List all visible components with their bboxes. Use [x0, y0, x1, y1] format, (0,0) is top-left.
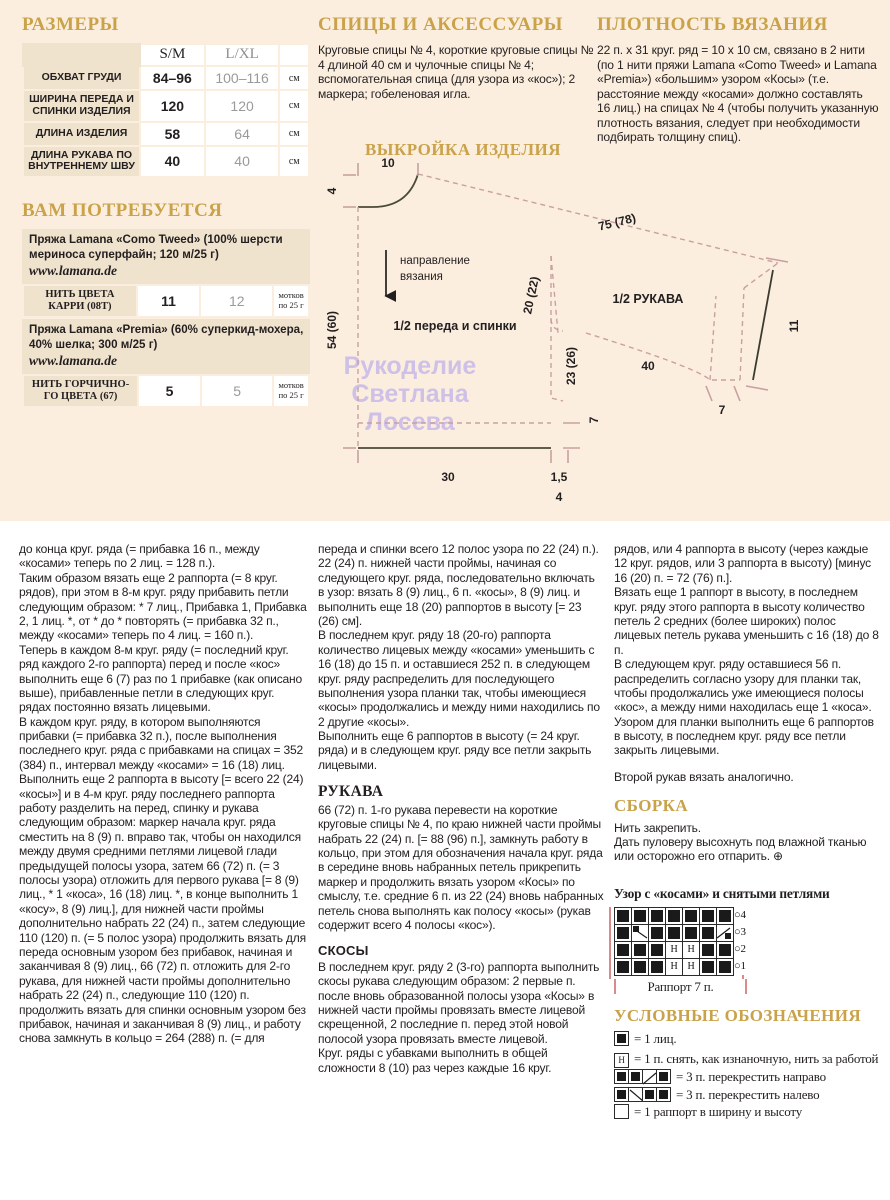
- label-sleeve-top: 75 (78): [596, 210, 638, 234]
- paragraph: Второй рукав вязать аналогично.: [614, 769, 794, 784]
- stitch-chart-block: [614, 886, 882, 995]
- chart-cell-knit: [649, 941, 666, 958]
- label-neck-width: 10: [381, 158, 395, 170]
- table-row: [23, 146, 309, 178]
- slip-stitch-icon: Н: [614, 1051, 629, 1068]
- chart-cell-slip: Н: [683, 941, 700, 958]
- stitch-chart: [614, 907, 747, 976]
- label-armhole: 23 (26): [564, 346, 578, 386]
- sizes-table: [22, 43, 310, 178]
- chart-cell-knit: [649, 924, 666, 941]
- paragraph: 66 (72) п. 1-го рукава перевести на короткие круговые спицы № 4, по краю нижней части проймы набрать 22 (24) п. [= 88 (96) п.], замкнуть работу в кольцо, при этом для обозначения начала круг. ряда в середине вновь набранных петель прикрепить маркер и продолжить вязать узором «Косы» по смыслу, т.е. средние 6 п. из 22 (24) вновь набранных петель снова выполнять как полосу «косы» (рукав содержит всего 4 полосы «кос»).: [318, 802, 604, 932]
- chart-cell-slip: Н: [683, 958, 700, 975]
- chart-cell-knit: [615, 924, 632, 941]
- chart-cell-knit: [683, 907, 700, 924]
- knit-icon: [614, 1031, 629, 1051]
- column-header-lxl: L/XL: [205, 44, 280, 66]
- unit-label: мотков по 25 г: [273, 285, 309, 317]
- top-info-panel: [0, 0, 890, 521]
- repeat-tick-right: [745, 979, 747, 994]
- row-label: ОБХВАТ ГРУДИ: [23, 66, 140, 90]
- assembly-heading: СБОРКА: [614, 796, 689, 816]
- label-direction-1: направление: [400, 255, 470, 267]
- paragraph: Узором для планки выполнить еще 6 раппортов в высоту, в последнем круг. ряду все петли закрыть лицевыми.: [614, 714, 874, 758]
- repeat-label-bar: [614, 979, 747, 995]
- label-body: 1/2 переда и спинки: [393, 319, 517, 333]
- watermark-line-1: Рукоделие: [343, 352, 477, 380]
- label-sleeve-inner: 40: [641, 359, 655, 373]
- yarn-text-1: Пряжа Lamana «Como Tweed» (100% шерсти мериноса суперфайн; 120 м/25 г): [29, 233, 283, 261]
- yarn-color-label: НИТЬ ЦВЕТА КАРРИ (08Т): [23, 285, 137, 317]
- chart-row: [615, 907, 747, 924]
- label-hem-small: 1,5: [550, 470, 568, 484]
- label-hem-small-2: 4: [555, 490, 563, 504]
- table-header-row: [23, 44, 309, 66]
- column-header-sm: S/M: [140, 44, 205, 66]
- value-lxl: 120: [205, 90, 280, 122]
- chart-title: Узор с «косами» и снятыми петлями: [614, 885, 830, 901]
- paragraph: до конца круг. ряда (= прибавка 16 п., между «косами» теперь по 2 лиц. = 128 п.).: [19, 542, 260, 571]
- watermark-line-2: Светлана: [351, 380, 469, 408]
- legend-text: = 1 раппорт в ширину и высоту: [634, 1104, 803, 1120]
- chart-cell-knit: [632, 941, 649, 958]
- chart-cell-knit: [700, 907, 717, 924]
- legend-text: = 1 лиц.: [634, 1030, 677, 1046]
- legend-list: [614, 1031, 882, 1125]
- chart-cell-knit: [615, 907, 632, 924]
- repeat-label: Раппорт 7 п.: [647, 978, 714, 994]
- gauge-heading: ПЛОТНОСТЬ ВЯЗАНИЯ: [597, 14, 828, 35]
- yarn-table-2: [22, 374, 310, 408]
- chart-cell-knit: [632, 907, 649, 924]
- label-neck-depth: 4: [325, 187, 339, 195]
- chart-row: [615, 958, 747, 975]
- value-sm: 58: [140, 122, 205, 146]
- instructions-column-1: [19, 542, 307, 1046]
- paragraph: рядов, или 4 раппорта в высоту (через каждые 12 круг. рядов, или 3 раппорта в высоту) [минус 16 (20) п. = 72 (76) п.].: [614, 542, 871, 585]
- chart-row-label: ○2: [734, 941, 747, 958]
- needles-column: [318, 14, 594, 101]
- header-blank: [23, 44, 140, 66]
- label-hem-side: 7: [587, 416, 601, 424]
- yarn-color-label: НИТЬ ГОРЧИЧНО-ГО ЦВЕТА (67): [23, 375, 138, 407]
- chart-grid-wrapper: [614, 907, 882, 976]
- label-sleeve: 1/2 РУКАВА: [612, 292, 684, 306]
- chart-cell-slip: Н: [666, 958, 683, 975]
- slopes-heading: СКОСЫ: [318, 943, 369, 959]
- legend-item: [614, 1104, 882, 1124]
- unit-label: см: [279, 66, 309, 90]
- legend-item: [614, 1051, 882, 1068]
- label-cuff-small: 7: [718, 403, 726, 417]
- chart-cell-knit: [649, 907, 666, 924]
- legend-text: = 3 п. перекрестить налево: [676, 1086, 820, 1102]
- paragraph: Дать пуловеру высохнуть под влажной тканью или осторожно его отпарить. ⊕: [614, 834, 867, 864]
- paragraph: Выполнить еще 6 раппортов в высоту (= 24 круг. ряда) и в следующем круг. ряду все петли закрыть лицевыми.: [318, 729, 592, 772]
- schematic-title: ВЫКРОЙКА ИЗДЕЛИЯ: [364, 140, 562, 159]
- chart-cell-cross-left: [717, 924, 734, 941]
- cross-left-icon: [614, 1087, 671, 1102]
- needles-text: Круговые спицы № 4, короткие круговые спицы № 4 длиной 40 см и чулочные спицы № 4; вспомогательная спица (для узора из «кос»); 2 маркера; гобеленовая игла.: [318, 43, 594, 101]
- paragraph: 22 (24) п. нижней части проймы, начиная со следующего круг. ряда, последовательно включать в узор: вязать 8 (9) лиц., 6 п. «косы», 8 (9) лиц. и выполнить еще 18 (20) раппортов в высоту [= 23 (26) см].: [318, 556, 595, 628]
- row-label: ДЛИНА РУКАВА ПО ВНУТРЕННЕМУ ШВУ: [23, 146, 140, 178]
- chart-cell-knit: [666, 907, 683, 924]
- chart-cell-knit: [615, 941, 632, 958]
- chart-cell-knit: [632, 958, 649, 975]
- materials-heading: ВАМ ПОТРЕБУЕТСЯ: [22, 200, 223, 221]
- watermark-line-3: Лосева: [365, 408, 455, 436]
- instructions-area: [0, 524, 890, 1200]
- paragraph: В каждом круг. ряду, в котором выполняются прибавки (= прибавка 32 п.), после выполнения последнего круг. ряда с прибавками на спицах = 352 (384) п., интервал между «косами» = 16 (18) лиц.: [19, 714, 303, 772]
- paragraph: В следующем круг. ряду оставшиеся 56 п. распределить согласно узору для планки так, чтобы продолжались уже имеющиеся полосы «кос», а между ними находилась еще 1 «коса».: [614, 657, 872, 715]
- sizes-heading: РАЗМЕРЫ: [22, 14, 119, 35]
- gauge-column: [597, 14, 879, 145]
- value-sm: 84–96: [140, 66, 205, 90]
- table-row: [23, 90, 309, 122]
- value-lxl: 12: [200, 285, 273, 317]
- sleeves-heading: РУКАВА: [318, 783, 384, 801]
- value-lxl: 100–116: [205, 66, 280, 90]
- chart-cell-knit: [717, 907, 734, 924]
- table-row: [23, 285, 309, 317]
- yarn-website-1: www.lamana.de: [29, 263, 118, 279]
- legend-item: [614, 1031, 882, 1051]
- instructions-column-3: [614, 542, 882, 1125]
- label-upper-arm: 20 (22): [520, 275, 542, 316]
- yarn-table-1: [22, 284, 310, 318]
- value-lxl: 5: [201, 375, 273, 407]
- unit-label: см: [279, 90, 309, 122]
- repeat-marker-left: [609, 907, 611, 979]
- chart-cell-knit: [717, 958, 734, 975]
- chart-cell-knit: [666, 924, 683, 941]
- sizes-and-materials-column: [22, 14, 310, 408]
- paragraph: В последнем круг. ряду 2 (3-го) раппорта выполнить скосы рукава следующим образом: 2 первые п. после вновь образованной полосы узора «Косы» в нижней части проймы провязать вместе лицевой скрещенной, 2 последние п. перед этой новой полосой узора провязать вместе лицевой.: [318, 959, 600, 1046]
- value-lxl: 64: [205, 122, 280, 146]
- chart-cell-cross-right: [632, 924, 649, 941]
- chart-row-label: ○1: [734, 958, 747, 975]
- table-row: [23, 375, 309, 407]
- paragraph: Нить закрепить.: [614, 820, 701, 835]
- yarn-description-1: [22, 229, 310, 284]
- garment-schematic: [318, 158, 880, 518]
- needles-heading: СПИЦЫ И АКСЕССУАРЫ: [318, 14, 563, 35]
- yarn-text-2: Пряжа Lamana «Premia» (60% суперкид-мохера, 40% шелка; 300 м/25 г): [29, 322, 304, 351]
- label-cuff: 11: [787, 319, 801, 333]
- row-label: ДЛИНА ИЗДЕЛИЯ: [23, 122, 140, 146]
- table-row: [23, 122, 309, 146]
- chart-row-label: ○4: [734, 907, 747, 924]
- chart-cell-knit: [700, 924, 717, 941]
- yarn-description-2: [22, 319, 310, 374]
- header-unit-blank: [279, 44, 309, 66]
- chart-cell-knit: [700, 941, 717, 958]
- table-row: [23, 66, 309, 90]
- paragraph: переда и спинки всего 12 полос узора по 22 (24) п.).: [318, 542, 599, 556]
- unit-label: мотков по 25 г: [273, 375, 309, 407]
- legend-item: [614, 1087, 882, 1104]
- chart-row: [615, 941, 747, 958]
- chart-row-label: ○3: [734, 924, 747, 941]
- paragraph: Вязать еще 1 раппорт в высоту, в последнем круг. ряду этого раппорта в высоту количество петель 2 средних (более широких) полос лицевых петель рукава уменьшить с 16 (18) до 8 п.: [614, 585, 879, 657]
- value-sm: 40: [140, 146, 205, 178]
- cross-right-icon: [631, 924, 648, 941]
- value-sm: 11: [137, 285, 200, 317]
- chart-cell-knit: [717, 941, 734, 958]
- legend-item: [614, 1069, 882, 1086]
- gauge-text: 22 п. х 31 круг. ряд = 10 х 10 см, связано в 2 нити (по 1 нити пряжи Lamana «Como Tweed» и Lamana «Premia») «большим» узором «Косы» (т.е. расстояние между «косами» должно составлять 16 лиц.) на спицах № 4 (чтобы получить указанную плотность вязания, следует при необходимости подбирать толщину спиц).: [597, 43, 879, 144]
- label-hem-width: 30: [441, 470, 455, 484]
- legend-heading: УСЛОВНЫЕ ОБОЗНАЧЕНИЯ: [614, 1006, 862, 1026]
- paragraph: В последнем круг. ряду 18 (20-го) раппорта количество лицевых между «косами» уменьшить с 16 (18) до 15 п. и оставшиеся 252 п. в следующем круг. ряду распределить для последующего выполнения узора планки так, чтобы имеющиеся «косы» продолжались и между ними находились по 2 другие «косы».: [318, 628, 600, 729]
- value-lxl: 40: [205, 146, 280, 178]
- chart-cell-knit: [700, 958, 717, 975]
- paragraph: Теперь в каждом 8-м круг. ряду (= последний круг. ряд каждого 2-го раппорта) перед и после «кос» выполнить еще 6 (7) раз по 1 прибавке (как описано выше), прибавленные петли в следующих круг. рядах постоянно вязать лицевыми.: [19, 642, 302, 715]
- paragraph: Круг. ряды с убавками выполнить в общей сложности 8 (10) раз через каждые 16 круг.: [318, 1046, 552, 1075]
- chart-cell-knit: [649, 958, 666, 975]
- paragraph: Выполнить еще 2 раппорта в высоту [= всего 22 (24) «косы»] и в 4-м круг. ряду последнего раппорта работу разделить на перед, спинку и рукава следующим образом: маркер начала круг. ряда сместить на 8 (9) п. вправо так, чтобы он находился между двумя средними петлями лицевой глади предыдущей полосы узора, затем 66 (72) п. (= 3 полосы узора) отложить для первого рукава [= 8 (9) лиц., * 1 «коса», 16 (18) лиц. *, в конце выполнить 1 «косу», 8 (9) лиц.], для нижней части проймы дополнительно набрать 22 (24) п., затем следующие 110 (120) п. (= 5 полос узора) продолжить вязать для переда основным узором без прибавок, начиная и заканчивая 8 (9) лиц., 66 (72) п. отложить для 2-го рукава, для нижней части проймы дополнительно набрать 22 (24) п., следующие 110 (120) п. продолжить вязать для спинки основным узором без прибавок, начиная и заканчивая 8 (9) лиц., и работу снова замкнуть в кольцо = 264 (288) п. (= для: [19, 772, 306, 1046]
- chart-cell-slip: Н: [666, 941, 683, 958]
- unit-label: см: [279, 146, 309, 178]
- cross-left-icon: [716, 924, 733, 941]
- value-sm: 120: [140, 90, 205, 122]
- cross-right-icon: [614, 1069, 671, 1084]
- row-label: ШИРИНА ПЕРЕДА И СПИНКИ ИЗДЕЛИЯ: [23, 90, 140, 122]
- value-sm: 5: [138, 375, 201, 407]
- chart-cell-knit: [683, 924, 700, 941]
- unit-label: см: [279, 122, 309, 146]
- legend-text: = 3 п. перекрестить направо: [676, 1069, 826, 1085]
- label-body-height: 54 (60): [325, 310, 339, 350]
- instructions-column-2: [318, 542, 604, 1075]
- legend-text: = 1 п. снять, как изнаночную, нить за работой: [634, 1051, 879, 1067]
- paragraph: Таким образом вязать еще 2 раппорта (= 8 круг. рядов), при этом в 8-м круг. ряду прибавить петли следующим образом: * 7 лиц., Прибавка 1, Прибавка 2, 1 лиц. *, от * до * повторять (= прибавка 32 п., между «косами» теперь по 4 лиц. = 160 п.).: [19, 570, 307, 643]
- chart-row: [615, 924, 747, 941]
- repeat-icon: [614, 1104, 629, 1124]
- chart-cell-knit: [615, 958, 632, 975]
- yarn-website-2: www.lamana.de: [29, 353, 118, 369]
- label-direction-2: вязания: [400, 271, 443, 283]
